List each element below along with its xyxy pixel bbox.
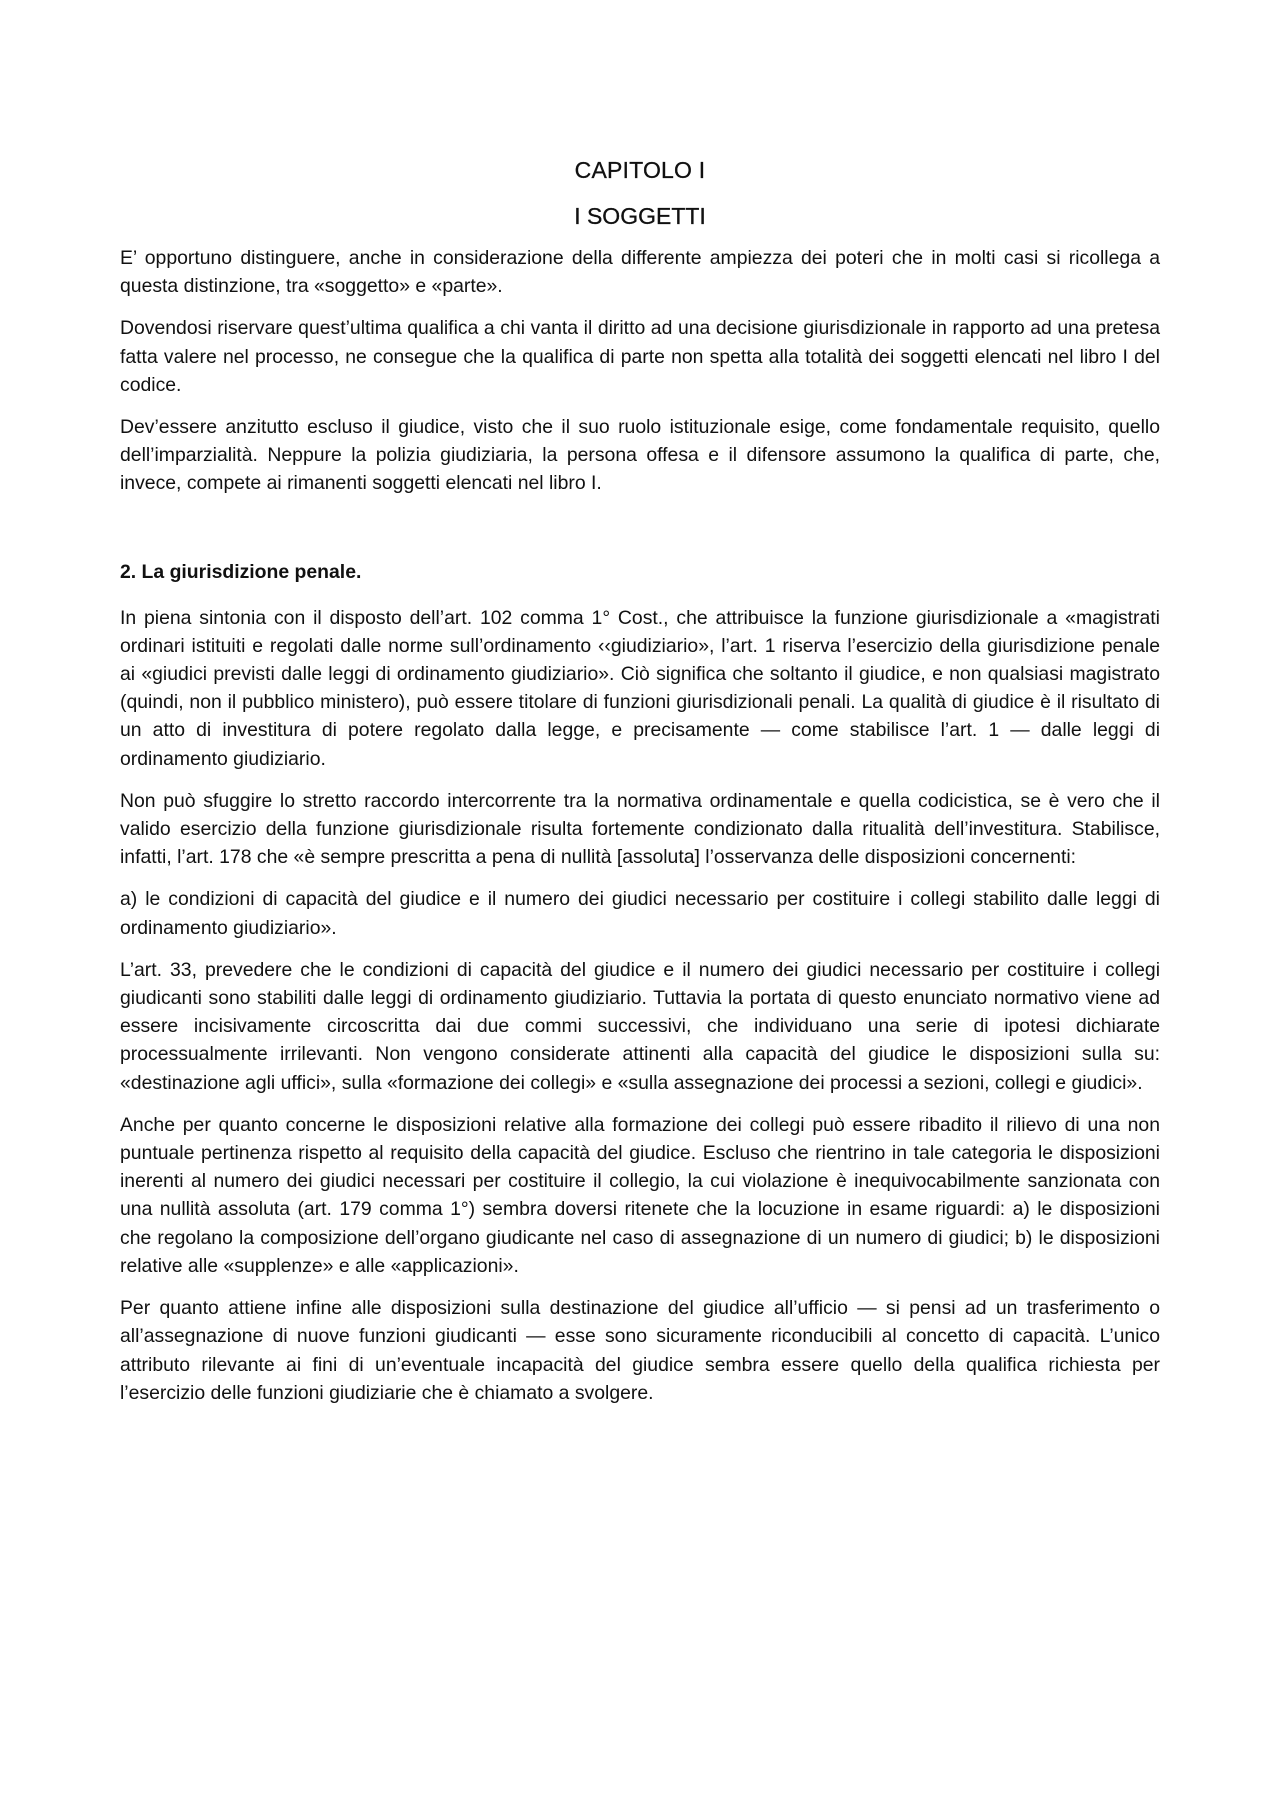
section-paragraph-6: Per quanto attiene infine alle disposizioni sulla destinazione del giudice all’ufficio — si pensi ad un trasferimento o all’assegnazione di nuove funzioni giudicanti — esse sono sicuramente riconducibili al concetto di capacità. L’unico attributo rilevante ai fini di un’eventuale incapacità del giudice sembra essere quello della qualifica richiesta per l’esercizio delle funzioni giudiziarie che è chiamato a svolgere.	[120, 1297, 1160, 1404]
section-paragraph-3: a) le condizioni di capacità del giudice e il numero dei giudici necessario per costituire i collegi stabilito dalle leggi di ordinamento giudiziario».	[120, 888, 1160, 939]
intro-paragraph-2: Dovendosi riservare quest’ultima qualifica a chi vanta il diritto ad una decisione giurisdizionale in rapporto ad una pretesa fatta valere nel processo, ne consegue che la qualifica di parte non spetta alla totalità dei soggetti elencati nel libro I del codice.	[120, 317, 1160, 396]
document-page	[120, 150, 1160, 1421]
section-paragraph-1: In piena sintonia con il disposto dell’art. 102 comma 1° Cost., che attribuisce la funzione giurisdizionale a «magistrati ordinari istituiti e regolati dalle norme sull’ordinamento ‹‹giudiziario», l’art. 1 riserva l’esercizio della giurisdizione penale ai «giudici previsti dalle leggi di ordinamento giudiziario». Ciò significa che soltanto il giudice, e non qualsiasi magistrato (quindi, non il pubblico ministero), può essere titolare di funzioni giurisdizionali penali. La qualità di giudice è il risultato di un atto di investitura di potere regolato dalla legge, e precisamente — come stabilisce l’art. 1 — dalle leggi di ordinamento giudiziario.	[120, 606, 1160, 770]
intro-paragraph-3: Dev’essere anzitutto escluso il giudice, visto che il suo ruolo istituzionale esige, come fondamentale requisito, quello dell’imparzialità. Neppure la polizia giudiziaria, la persona offesa e il difensore assumono la qualifica di parte, che, invece, compete ai rimanenti soggetti elencati nel libro I.	[120, 416, 1160, 495]
section-paragraph-5: Anche per quanto concerne le disposizioni relative alla formazione dei collegi può essere ribadito il rilievo di una non puntuale pertinenza rispetto al requisito della capacità del giudice. Escluso che rientrino in tale categoria le disposizioni inerenti al numero dei giudici necessari per costituire il collegio, la cui violazione è inequivocabilmente sanzionata con una nullità assoluta (art. 179 comma 1°) sembra doversi ritenete che la locuzione in esame riguardi: a) le disposizioni che regolano la composizione dell’organo giudicante nel caso di assegnazione di un numero di giudici; b) le disposizioni relative alle «supplenze» e alle «applicazioni».	[120, 1113, 1160, 1277]
section-heading: 2. La giurisdizione penale.	[120, 560, 362, 583]
intro-paragraph-1: E’ opportuno distinguere, anche in considerazione della differente ampiezza dei poteri che in molti casi si ricollega a questa distinzione, tra «soggetto» e «parte».	[120, 247, 1160, 298]
chapter-title: CAPITOLO I	[574, 157, 706, 183]
chapter-subtitle: I SOGGETTI	[574, 203, 706, 229]
section-paragraph-2: Non può sfuggire lo stretto raccordo intercorrente tra la normativa ordinamentale e quella codicistica, se è vero che il valido esercizio della funzione giurisdizionale risulta fortemente condizionato dalla ritualità dell’investitura. Stabilisce, infatti, l’art. 178 che «è sempre prescritta a pena di nullità [assoluta] l’osservanza delle disposizioni concernenti:	[120, 789, 1160, 869]
section-paragraph-4: L’art. 33, prevedere che le condizioni di capacità del giudice e il numero dei giudici necessario per costituire i collegi giudicanti sono stabiliti dalle leggi di ordinamento giudiziario. Tuttavia la portata di questo enunciato normativo viene ad essere incisivamente circoscritta dai due commi successivi, che individuano una serie di ipotesi dichiarate processualmente irrilevanti. Non vengono considerate attinenti alla capacità del giudice le disposizioni sulla su: «destinazione agli uffici», sulla «formazione dei collegi» e «sulla assegnazione dei processi a sezioni, collegi e giudici».	[120, 958, 1160, 1094]
